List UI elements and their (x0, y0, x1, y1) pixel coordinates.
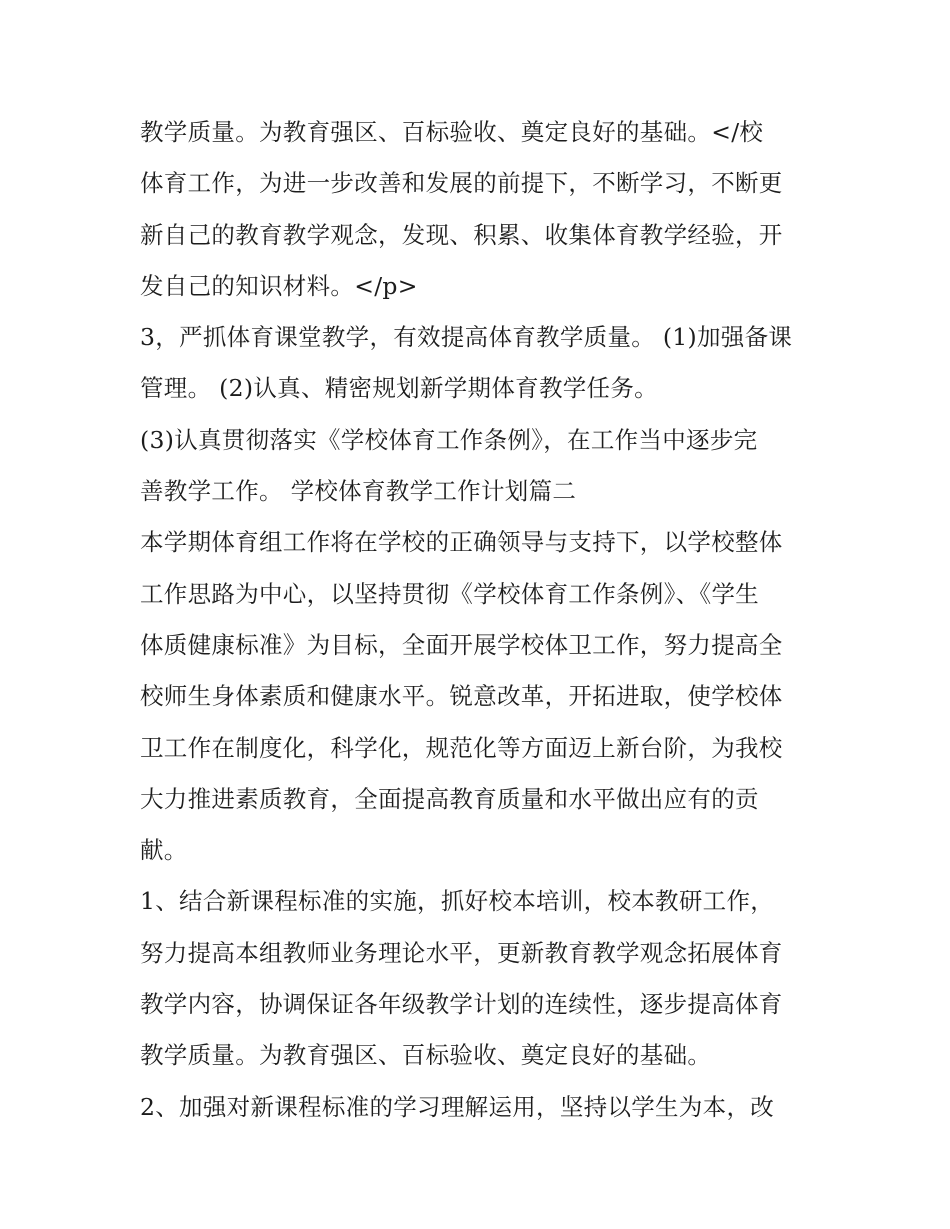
text-line: 大力推进素质教育，全面提高教育质量和水平做出应有的贡 (140, 784, 759, 813)
text-line: 发自己的知识材料。</p> (140, 271, 418, 300)
text-line: 本学期体育组工作将在学校的正确领导与支持下，以学校整体 (140, 528, 783, 557)
text-line: 体育工作，为进一步改善和发展的前提下，不断学习，不断更 (140, 169, 783, 198)
text-line: 体质健康标准》为目标，全面开展学校体卫工作，努力提高全 (140, 630, 783, 659)
text-line: 校师生身体素质和健康水平。锐意改革，开拓进取，使学校体 (140, 682, 783, 711)
text-line: 新自己的教育教学观念，发现、积累、收集体育教学经验，开 (140, 220, 783, 249)
text-line: 教学质量。为教育强区、百标验收、奠定良好的基础。</校 (140, 118, 764, 146)
text-line: 管理。 (2)认真、精密规划新学期体育教学任务。 (140, 374, 658, 403)
text-line: 卫工作在制度化，科学化，规范化等方面迈上新台阶，为我校 (140, 733, 783, 762)
document-body (140, 107, 820, 1133)
text-line: 工作思路为中心，以坚持贯彻《学校体育工作条例》、《学生 (140, 579, 760, 608)
text-line: 献。 (140, 836, 188, 865)
text-line: 1、结合新课程标准的实施，抓好校本培训，校本教研工作， (140, 887, 775, 916)
text-line: 努力提高本组教师业务理论水平，更新教育教学观念拓展体育 (140, 938, 783, 967)
text-line: 3，严抓体育课堂教学，有效提高体育教学质量。 (1)加强备课 (140, 323, 793, 352)
text-line: 2、加强对新课程标准的学习理解运用，坚持以学生为本，改 (140, 1092, 775, 1121)
text-line: 教学内容，协调保证各年级教学计划的连续性，逐步提高体育 (140, 990, 783, 1019)
text-line: (3)认真贯彻落实《学校体育工作条例》，在工作当中逐步完 (140, 425, 758, 454)
text-line: 善教学工作。 学校体育教学工作计划篇二 (140, 477, 577, 506)
text-line: 教学质量。为教育强区、百标验收、奠定良好的基础。 (140, 1041, 712, 1070)
